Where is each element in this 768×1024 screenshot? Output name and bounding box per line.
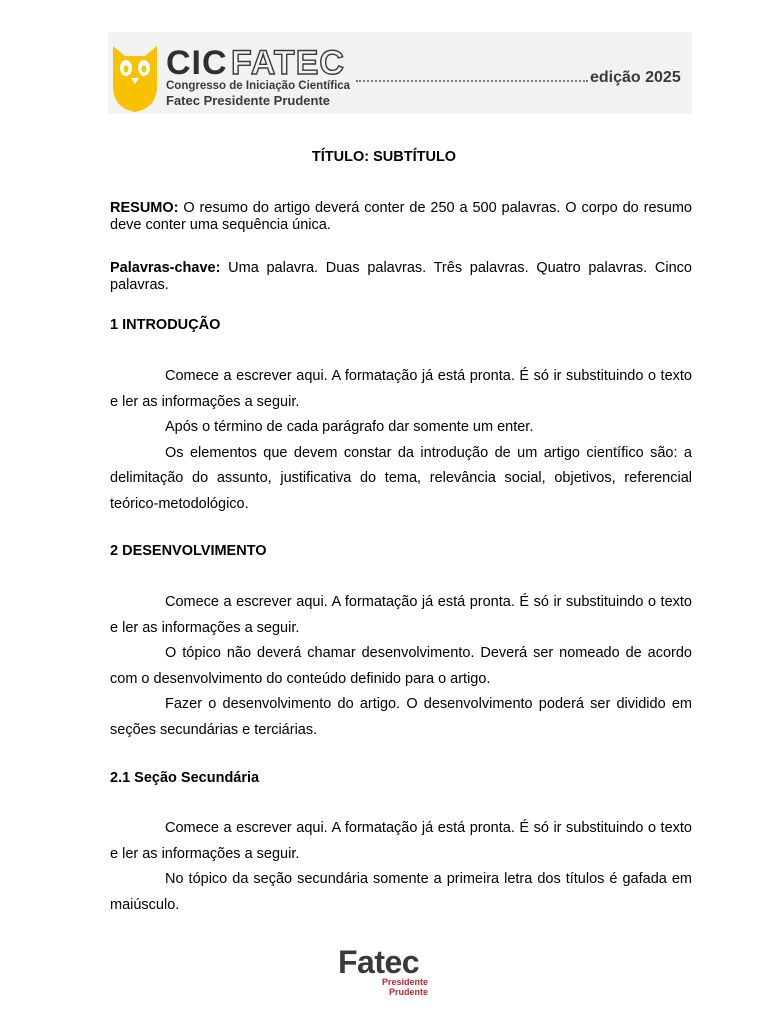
brand-fatec: FATEC <box>231 44 345 82</box>
keywords-text: Uma palavra. Duas palavras. Três palavras. Quatro palavras. Cinco palavras. <box>110 260 692 293</box>
footer-fatec-logo: Fatec <box>338 944 420 980</box>
footer-campus-line2: Prudente <box>388 986 428 997</box>
paragraph: No tópico da seção secundária somente a primeira letra dos títulos é gafada em maiúsculo. <box>110 871 692 913</box>
brand-cic: CIC <box>166 44 228 82</box>
section-body <box>110 816 692 918</box>
dotted-divider <box>356 80 588 82</box>
institution-name: Fatec Presidente Prudente <box>166 93 330 108</box>
paragraph: Comece a escrever aqui. A formatação já está pronta. É só ir substituindo o texto e ler as informações a seguir. <box>110 594 692 636</box>
document-title: TÍTULO: SUBTÍTULO <box>311 149 457 165</box>
edition-label: edição 2025 <box>590 69 681 86</box>
paragraph: Fazer o desenvolvimento do artigo. O desenvolvimento poderá ser dividido em seções secundárias e terciárias. <box>110 696 692 738</box>
section-body <box>110 590 692 743</box>
keywords-label: Palavras-chave: <box>110 260 221 276</box>
footer-campus <box>378 978 428 997</box>
paragraph: Os elementos que devem constar da introdução de um artigo científico são: a delimitação do assunto, justificativa do tema, relevância social, objetivos, referencial teórico-metodológico. <box>110 444 692 512</box>
paragraph: O tópico não deverá chamar desenvolvimento. Deverá ser nomeado de acordo com o desenvolvimento do conteúdo definido para o artigo. <box>110 645 692 687</box>
paragraph: Após o término de cada parágrafo dar somente um enter. <box>165 419 534 435</box>
section-heading: 2 DESENVOLVIMENTO <box>110 543 267 559</box>
section-heading: 1 INTRODUÇÃO <box>110 317 221 333</box>
owl-logo-icon <box>111 42 159 114</box>
section-heading: 2.1 Seção Secundária <box>110 770 260 786</box>
paragraph: Comece a escrever aqui. A formatação já está pronta. É só ir substituindo o texto e ler as informações a seguir. <box>110 368 692 410</box>
abstract <box>110 200 692 234</box>
section-body <box>110 364 692 517</box>
congress-name: Congresso de Iniciação Científica <box>166 80 351 92</box>
abstract-label: RESUMO: <box>110 200 179 216</box>
paragraph: Comece a escrever aqui. A formatação já está pronta. É só ir substituindo o texto e ler as informações a seguir. <box>110 820 692 862</box>
abstract-text: O resumo do artigo deverá conter de 250 a 500 palavras. O corpo do resumo deve conter uma sequência única. <box>110 200 692 233</box>
keywords <box>110 260 692 294</box>
footer-campus-line1: Presidente <box>381 977 428 987</box>
